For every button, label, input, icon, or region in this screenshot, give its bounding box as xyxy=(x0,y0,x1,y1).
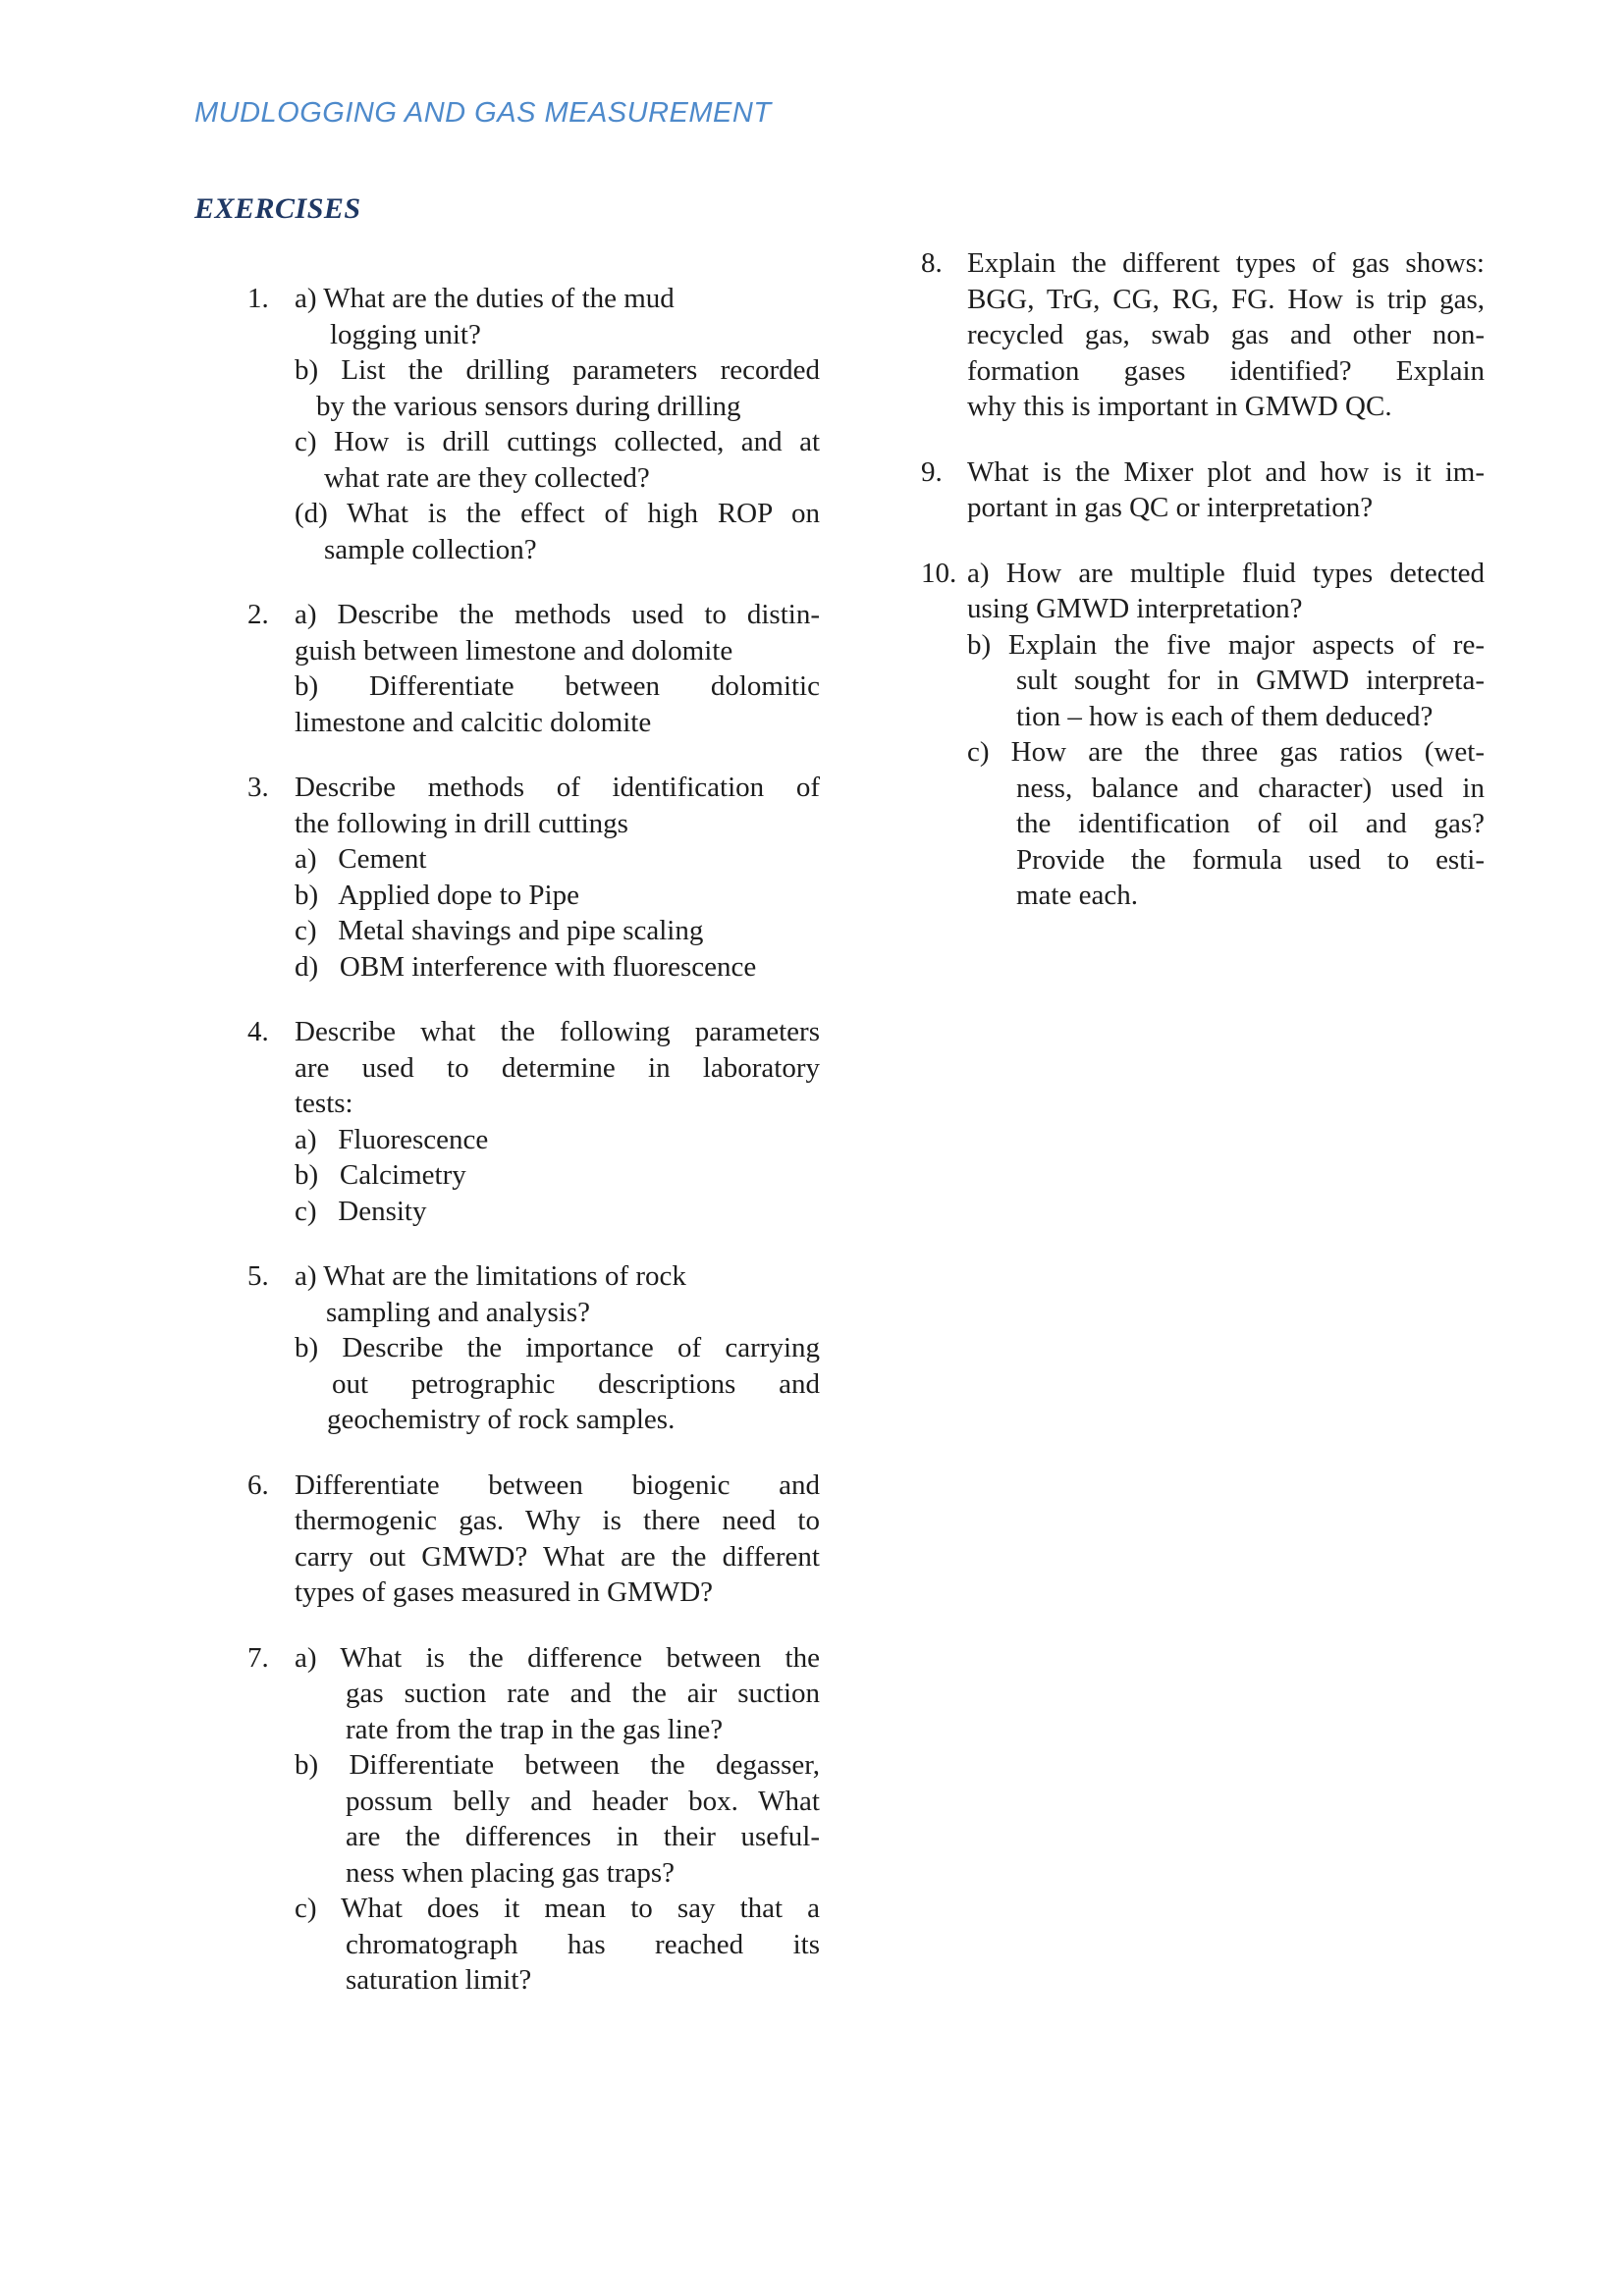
question-line: Differentiate between biogenic and xyxy=(295,1468,820,1501)
question-line: a) What are the limitations of rock xyxy=(295,1260,686,1292)
question-item xyxy=(247,770,820,985)
question-text xyxy=(295,281,820,567)
question-line: tests: xyxy=(295,1088,353,1119)
question-line: what rate are they collected? xyxy=(324,461,650,494)
question-line: gas suction rate and the air suction xyxy=(346,1678,820,1709)
question-line: possum belly and header box. What xyxy=(346,1785,820,1817)
question-item xyxy=(247,597,820,740)
questions-column-right xyxy=(921,245,1485,943)
running-header: MUDLOGGING AND GAS MEASUREMENT xyxy=(194,97,772,129)
question-line: the identification of oil and gas? xyxy=(1016,808,1485,839)
question-line: saturation limit? xyxy=(346,1964,532,1996)
question-number: 5. xyxy=(247,1260,269,1292)
question-item xyxy=(247,281,820,567)
question-line: c) What does it mean to say that a xyxy=(295,1893,820,1924)
question-line: sult sought for in GMWD interpreta- xyxy=(1016,665,1485,696)
question-text xyxy=(295,1640,820,1999)
question-line: a) Describe the methods used to distin- xyxy=(295,599,820,630)
question-number: 4. xyxy=(247,1016,269,1047)
questions-column-left xyxy=(247,281,820,2028)
question-number: 10. xyxy=(921,557,957,589)
question-line: rate from the trap in the gas line? xyxy=(346,1713,724,1745)
question-number: 3. xyxy=(247,772,269,803)
question-line: recycled gas, swab gas and other non- xyxy=(967,319,1485,350)
question-line: guish between limestone and dolomite xyxy=(295,634,733,667)
question-line: formation gases identified? Explain xyxy=(967,354,1485,387)
question-line: BGG, TrG, CG, RG, FG. How is trip gas, xyxy=(967,283,1485,315)
question-item xyxy=(247,1468,820,1611)
question-line: c) How are the three gas ratios (wet- xyxy=(967,736,1485,768)
question-item xyxy=(247,1014,820,1229)
question-line: carry out GMWD? What are the different xyxy=(295,1540,820,1573)
question-line: tion – how is each of them deduced? xyxy=(1016,700,1434,732)
question-number: 8. xyxy=(921,247,943,279)
question-line: What is the Mixer plot and how is it im- xyxy=(967,455,1485,488)
question-line: logging unit? xyxy=(330,318,481,350)
question-line: why this is important in GMWD QC. xyxy=(967,391,1392,422)
question-line: Describe methods of identification of xyxy=(295,772,820,803)
question-line: the following in drill cuttings xyxy=(295,807,628,839)
question-line: geochemistry of rock samples. xyxy=(327,1404,676,1435)
section-heading: EXERCISES xyxy=(194,192,361,225)
question-text xyxy=(295,1258,820,1438)
question-line: sample collection? xyxy=(324,533,537,565)
question-line: c) Metal shavings and pipe scaling xyxy=(295,915,704,946)
question-item xyxy=(921,556,1485,914)
question-number: 7. xyxy=(247,1641,269,1674)
question-line: a) Fluorescence xyxy=(295,1123,489,1155)
question-line: are used to determine in laboratory xyxy=(295,1051,820,1084)
question-number: 1. xyxy=(247,283,269,314)
question-line: ness when placing gas traps? xyxy=(346,1856,676,1889)
question-line: b) Applied dope to Pipe xyxy=(295,879,579,911)
question-text xyxy=(295,1014,820,1229)
question-number: 9. xyxy=(921,455,943,488)
question-line: c) How is drill cuttings collected, and at xyxy=(295,426,820,457)
question-line: ness, balance and character) used in xyxy=(1016,772,1485,804)
question-item xyxy=(247,1258,820,1438)
question-line: d) OBM interference with fluorescence xyxy=(295,950,757,983)
question-line: mate each. xyxy=(1016,880,1138,911)
question-line: out petrographic descriptions and xyxy=(332,1367,820,1400)
question-line: types of gases measured in GMWD? xyxy=(295,1576,714,1608)
question-number: 6. xyxy=(247,1468,269,1501)
question-line: b) Differentiate between the degasser, xyxy=(295,1749,820,1781)
question-line: a) How are multiple fluid types detected xyxy=(967,557,1485,589)
question-item xyxy=(247,1640,820,1999)
question-line: chromatograph has reached its xyxy=(346,1928,820,1960)
question-text xyxy=(295,1468,820,1611)
question-line: b) Differentiate between dolomitic xyxy=(295,670,820,702)
question-number: 2. xyxy=(247,599,269,630)
question-line: Provide the formula used to esti- xyxy=(1016,843,1485,876)
question-line: a) Cement xyxy=(295,843,427,875)
question-line: portant in gas QC or interpretation? xyxy=(967,492,1374,523)
question-line: are the differences in their useful- xyxy=(346,1821,820,1852)
question-line: b) Describe the importance of carrying xyxy=(295,1332,820,1363)
question-line: Describe what the following parameters xyxy=(295,1016,820,1047)
question-text xyxy=(295,597,820,740)
question-item xyxy=(921,245,1485,425)
question-line: thermogenic gas. Why is there need to xyxy=(295,1505,820,1536)
question-line: Explain the different types of gas shows: xyxy=(967,247,1485,279)
question-line: c) Density xyxy=(295,1195,427,1227)
question-text xyxy=(967,454,1485,526)
question-line: a) What are the duties of the mud xyxy=(295,283,675,314)
question-text xyxy=(967,245,1485,425)
question-item xyxy=(921,454,1485,526)
question-line: b) List the drilling parameters recorded xyxy=(295,354,820,386)
question-text xyxy=(967,556,1485,914)
question-text xyxy=(295,770,820,985)
question-line: (d) What is the effect of high ROP on xyxy=(295,498,820,529)
question-line: limestone and calcitic dolomite xyxy=(295,706,652,738)
question-line: b) Explain the five major aspects of re- xyxy=(967,628,1485,661)
question-line: sampling and analysis? xyxy=(326,1296,591,1328)
question-line: b) Calcimetry xyxy=(295,1159,466,1191)
question-line: a) What is the difference between the xyxy=(295,1641,820,1674)
question-line: by the various sensors during drilling xyxy=(316,390,741,422)
question-line: using GMWD interpretation? xyxy=(967,593,1303,624)
